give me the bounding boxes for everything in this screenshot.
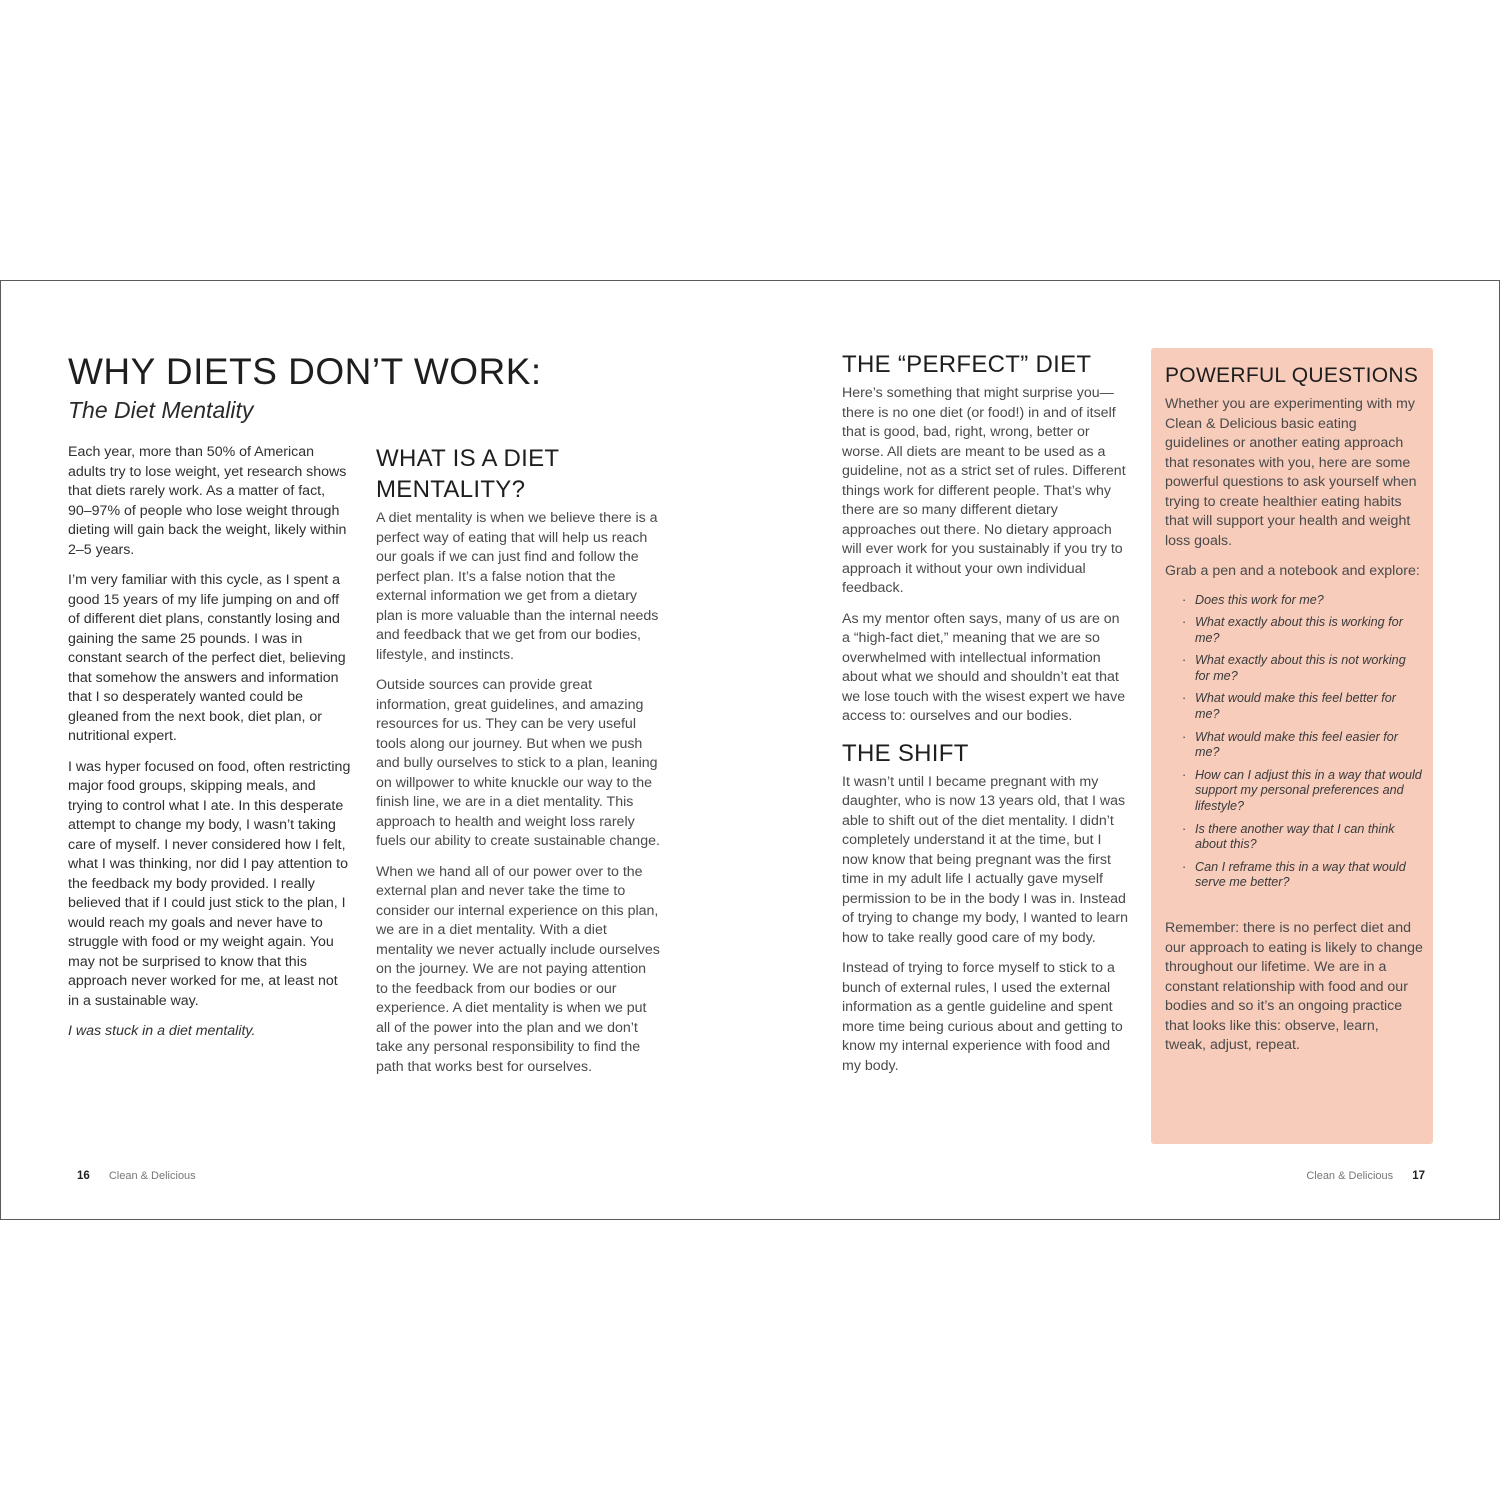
powerful-questions-box: [1151, 348, 1433, 1144]
question-text: What exactly about this is working for me?: [1195, 615, 1403, 645]
paragraph: Outside sources can provide great information, great guidelines, and amazing resources for us. They can be very useful tools along our journey. But when we push and bully ourselves to stick to a plan, leaning on willpower to white knuckle our way to the finish line, we are in a diet mentality. This approach to health and weight loss rarely fuels our ability to create sustainable change.: [376, 677, 660, 849]
list-item: [1165, 653, 1423, 684]
page-title: WHY DIETS DON’T WORK:: [68, 351, 542, 392]
page-number-right: 17: [1412, 1170, 1425, 1182]
book-spread: [0, 280, 1500, 1220]
question-text: What exactly about this is not working for me?: [1195, 653, 1406, 683]
page-number-left: 16: [77, 1170, 90, 1182]
paragraph: When we hand all of our power over to the external plan and never take the time to consider our internal experience on this plan, we are in a diet mentality. With a diet mentality we never actually include ourselves on the journey. We are not paying attention to the feedback from our bodies or our experience. A diet mentality is when we put all of the power into the plan and we don’t take any personal responsibility to find the path that works best for ourselves.: [376, 863, 660, 1075]
bullet-icon: ·: [1182, 729, 1187, 744]
paragraph: It wasn’t until I became pregnant with my daughter, who is now 13 years old, that I was able to shift out of the diet mentality. I didn’t completely understand it at the time, but I now know that being pregnant was the first time in my adult life I actually gave myself permission to be in the body I was in. Instead of trying to change my body, I wanted to learn how to take really good care of my body.: [842, 773, 1129, 946]
list-item: [1165, 593, 1423, 609]
section-heading-diet-mentality: WHAT IS A DIET MENTALITY?: [376, 445, 559, 503]
bullet-icon: ·: [1182, 859, 1187, 874]
bullet-icon: ·: [1182, 691, 1187, 706]
footer-book-title: Clean & Delicious: [108, 1170, 196, 1182]
right-column-1: [842, 349, 1128, 1087]
bullet-icon: ·: [1182, 821, 1187, 836]
box-grab-text: Grab a pen and a notebook and explore:: [1165, 563, 1420, 579]
question-text: How can I adjust this in a way that would support my personal preferences and lifestyle?: [1195, 767, 1422, 814]
paragraph: I’m very familiar with this cycle, as I spent a good 15 years of my life jumping on and off of different diet plans, constantly losing and gaining the same 25 pounds. I was in constant search of the perfect diet, believing that somehow the answers and information that I so desperately wanted could be gleaned from the next book, diet plan, or nutritional expert.: [68, 572, 346, 744]
left-column-1: [68, 443, 352, 1053]
footer-book-title: Clean & Delicious: [1306, 1170, 1394, 1182]
bullet-icon: ·: [1182, 615, 1187, 630]
question-text: What would make this feel easier for me?: [1195, 729, 1398, 760]
right-footer: [1306, 1170, 1425, 1182]
bullet-icon: ·: [1182, 653, 1187, 668]
paragraph: Instead of trying to force myself to stick to a bunch of external rules, I used the external information as a gentle guideline and spent more time being curious about and getting to know my internal experience with food and my body.: [842, 960, 1123, 1074]
question-list: [1165, 593, 1423, 892]
paragraph: As my mentor often says, many of us are on a “high-fact diet,” meaning that we are so overwhelmed with intellectual information about what we should and shouldn’t eat that we lose touch with the wisest expert we have access to: ourselves and our bodies.: [842, 610, 1126, 724]
question-text: What would make this feel better for me?: [1195, 691, 1396, 722]
left-footer: [77, 1170, 196, 1182]
paragraph: A diet mentality is when we believe there is a perfect way of eating that will help us reach our goals if we can just find and follow the perfect plan. It’s a false notion that the external information we get from a dietary plan is more valuable than the internal needs and feedback that we get from our bodies, lifestyle, and instincts.: [376, 510, 659, 663]
question-text: Can I reframe this in a way that would serve me better?: [1195, 859, 1406, 890]
italic-statement: I was stuck in a diet mentality.: [68, 1023, 256, 1039]
box-intro: Whether you are experimenting with my Clean & Delicious basic eating guidelines or another eating approach that resonates with you, here are some powerful questions to ask yourself when trying to create healthier eating habits that will support your health and weight loss goals.: [1165, 396, 1417, 549]
list-item: [1165, 768, 1423, 815]
box-remember-text: Remember: there is no perfect diet and our approach to eating is likely to change throughout our lifetime. We are in a constant relationship with food and our bodies and so it’s an ongoing practice that looks like this: observe, learn, tweak, adjust, repeat.: [1165, 920, 1423, 1053]
list-item: [1165, 730, 1423, 761]
paragraph: I was hyper focused on food, often restricting major food groups, skipping meals, and trying to control what I ate. In this desperate attempt to change my body, I wasn’t taking care of myself. I never considered how I felt, what I was thinking, nor did I pay attention to the feedback my body provided. I really believed that if I could just stick to the plan, I would reach my goals and never have to struggle with food or my weight again. You may not be surprised to know that this approach never worked for me, at least not in a sustainable way.: [68, 758, 351, 1009]
list-item: [1165, 822, 1423, 853]
bullet-icon: ·: [1182, 767, 1187, 782]
list-item: [1165, 860, 1423, 891]
question-text: Does this work for me?: [1195, 592, 1324, 607]
bullet-icon: ·: [1182, 592, 1187, 607]
question-text: Is there another way that I can think about this?: [1195, 821, 1395, 852]
left-column-2: [376, 443, 660, 1088]
list-item: [1165, 615, 1423, 646]
list-item: [1165, 691, 1423, 722]
paragraph: Here’s something that might surprise you—there is no one diet (or food!) in and of itself that is good, bad, right, wrong, better or worse. All diets are meant to be used as a guideline, not as a strict set of rules. Different things work for different people. That’s why there are so many different dietary approaches out there. No dietary approach will ever work for you sustainably if you try to approach it without your own individual feedback.: [842, 385, 1126, 596]
section-heading-shift: THE SHIFT: [842, 739, 969, 767]
paragraph: Each year, more than 50% of American adults try to lose weight, yet research shows that diets rarely work. As a matter of fact, 90–97% of people who lose weight through dieting will gain back the weight, likely within 2–5 years.: [68, 444, 347, 558]
box-heading: POWERFUL QUESTIONS: [1165, 364, 1419, 387]
page-subtitle: The Diet Mentality: [68, 397, 254, 423]
section-heading-perfect-diet: THE “PERFECT” DIET: [842, 351, 1092, 378]
